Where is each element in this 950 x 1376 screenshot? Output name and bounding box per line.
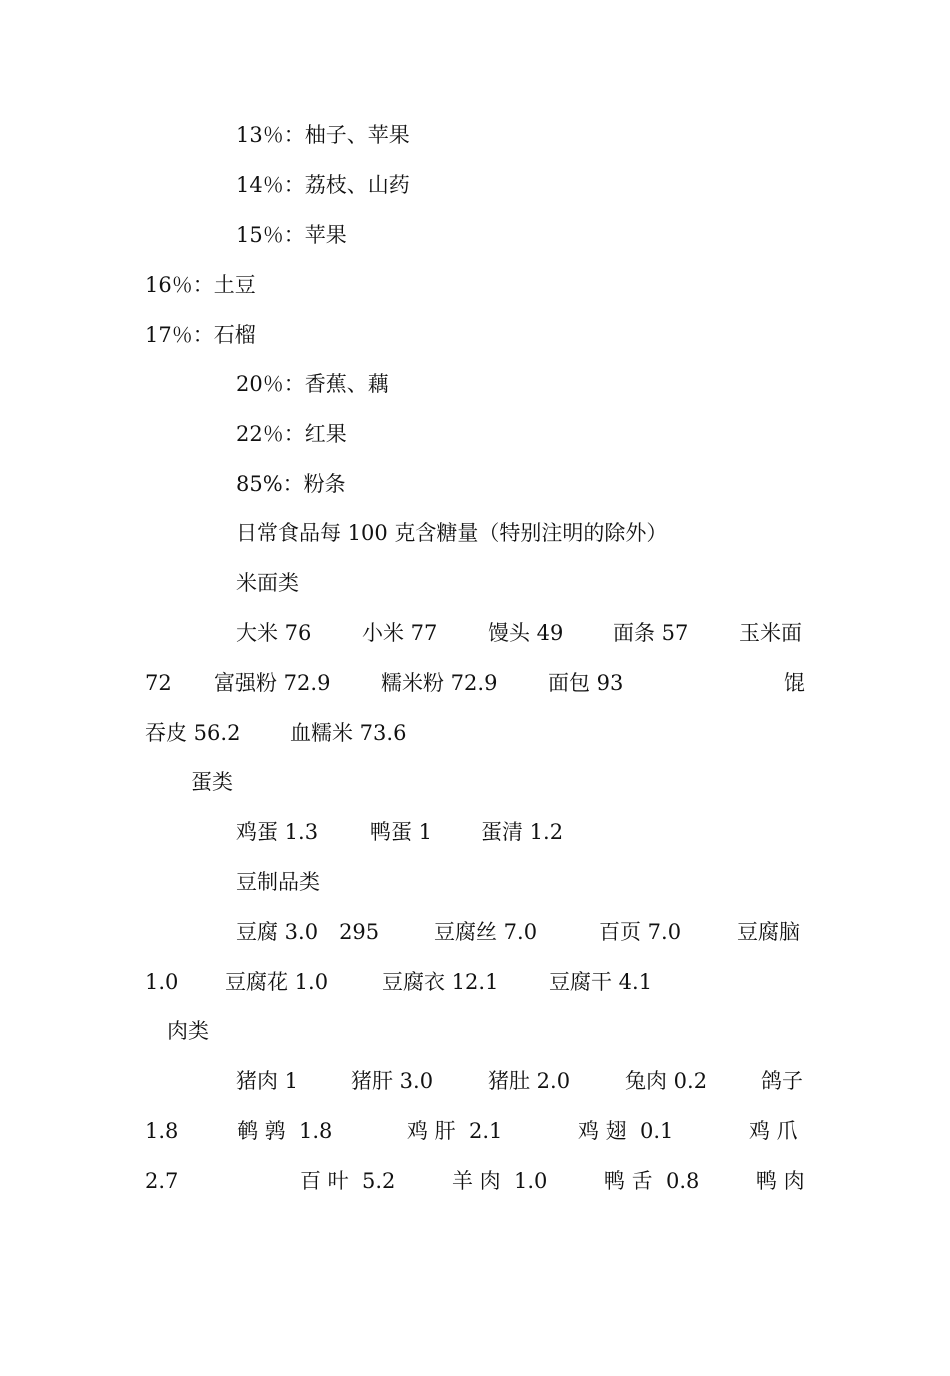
list-item: 鹌 鹑 1.8 xyxy=(237,1119,333,1143)
list-item: 小米 77 xyxy=(362,621,438,645)
list-item: 兔肉 0.2 xyxy=(625,1069,708,1093)
rice-row-1 xyxy=(0,618,950,648)
list-item: 豆腐衣 12.1 xyxy=(382,970,499,994)
rice-row-3 xyxy=(0,718,950,748)
list-item: 1.0 xyxy=(145,970,179,994)
list-item: 馒头 49 xyxy=(488,621,564,645)
list-item: 猪肚 2.0 xyxy=(488,1069,571,1093)
list-item: 1.8 xyxy=(145,1119,179,1143)
egg-row xyxy=(0,817,950,847)
list-item: 富强粉 72.9 xyxy=(214,671,331,695)
list-item: 豆腐干 4.1 xyxy=(549,970,653,994)
list-item: 糯米粉 72.9 xyxy=(381,671,498,695)
list-item: 百页 7.0 xyxy=(599,920,682,944)
soy-heading: 豆制品类 xyxy=(236,870,320,894)
list-item: 豆腐花 1.0 xyxy=(225,970,329,994)
sugar-line-13: 13％：柚子、苹果 xyxy=(236,123,410,147)
list-item: 豆腐脑 xyxy=(737,920,800,944)
list-item: 馄 xyxy=(784,671,805,695)
section-intro: 日常食品每 100 克含糖量（特别注明的除外） xyxy=(236,521,668,545)
list-item: 玉米面 xyxy=(739,621,802,645)
list-item: 鸭蛋 1 xyxy=(370,820,433,844)
sugar-line-22: 22％：红果 xyxy=(236,422,347,446)
egg-heading: 蛋类 xyxy=(191,770,233,794)
sugar-line-17: 17％：石榴 xyxy=(145,323,256,347)
list-item: 猪肝 3.0 xyxy=(351,1069,434,1093)
list-item: 面包 93 xyxy=(548,671,624,695)
list-item: 鸭 肉 xyxy=(756,1169,805,1193)
list-item: 大米 76 xyxy=(236,621,312,645)
sugar-line-16: 16％：土豆 xyxy=(145,273,256,297)
list-item: 鸡 肝 2.1 xyxy=(407,1119,503,1143)
rice-row-2 xyxy=(0,668,950,698)
list-item: 鸡蛋 1.3 xyxy=(236,820,319,844)
list-item: 面条 57 xyxy=(613,621,689,645)
list-item: 72 xyxy=(145,671,172,695)
sugar-line-20: 20％：香蕉、藕 xyxy=(236,372,389,396)
meat-row-2 xyxy=(0,1116,950,1146)
meat-row-3 xyxy=(0,1166,950,1196)
sugar-line-85: 85%：粉条 xyxy=(236,472,346,496)
list-item: 血糯米 73.6 xyxy=(290,721,407,745)
list-item: 猪肉 1 xyxy=(236,1069,299,1093)
list-item: 豆腐 3.0 295 xyxy=(236,920,380,944)
sugar-line-15: 15％：苹果 xyxy=(236,223,347,247)
soy-row-2 xyxy=(0,967,950,997)
list-item: 蛋清 1.2 xyxy=(481,820,564,844)
meat-row-1 xyxy=(0,1066,950,1096)
list-item: 2.7 xyxy=(145,1169,179,1193)
soy-row-1 xyxy=(0,917,950,947)
list-item: 豆腐丝 7.0 xyxy=(434,920,538,944)
list-item: 鸡 翅 0.1 xyxy=(578,1119,674,1143)
list-item: 鸽子 xyxy=(761,1069,803,1093)
list-item: 鸭 舌 0.8 xyxy=(604,1169,700,1193)
meat-heading: 肉类 xyxy=(167,1019,209,1043)
list-item: 鸡 爪 xyxy=(749,1119,798,1143)
rice-heading: 米面类 xyxy=(236,571,299,595)
list-item: 羊 肉 1.0 xyxy=(452,1169,548,1193)
list-item: 吞皮 56.2 xyxy=(145,721,241,745)
list-item: 百 叶 5.2 xyxy=(300,1169,396,1193)
sugar-line-14: 14％：荔枝、山药 xyxy=(236,173,410,197)
